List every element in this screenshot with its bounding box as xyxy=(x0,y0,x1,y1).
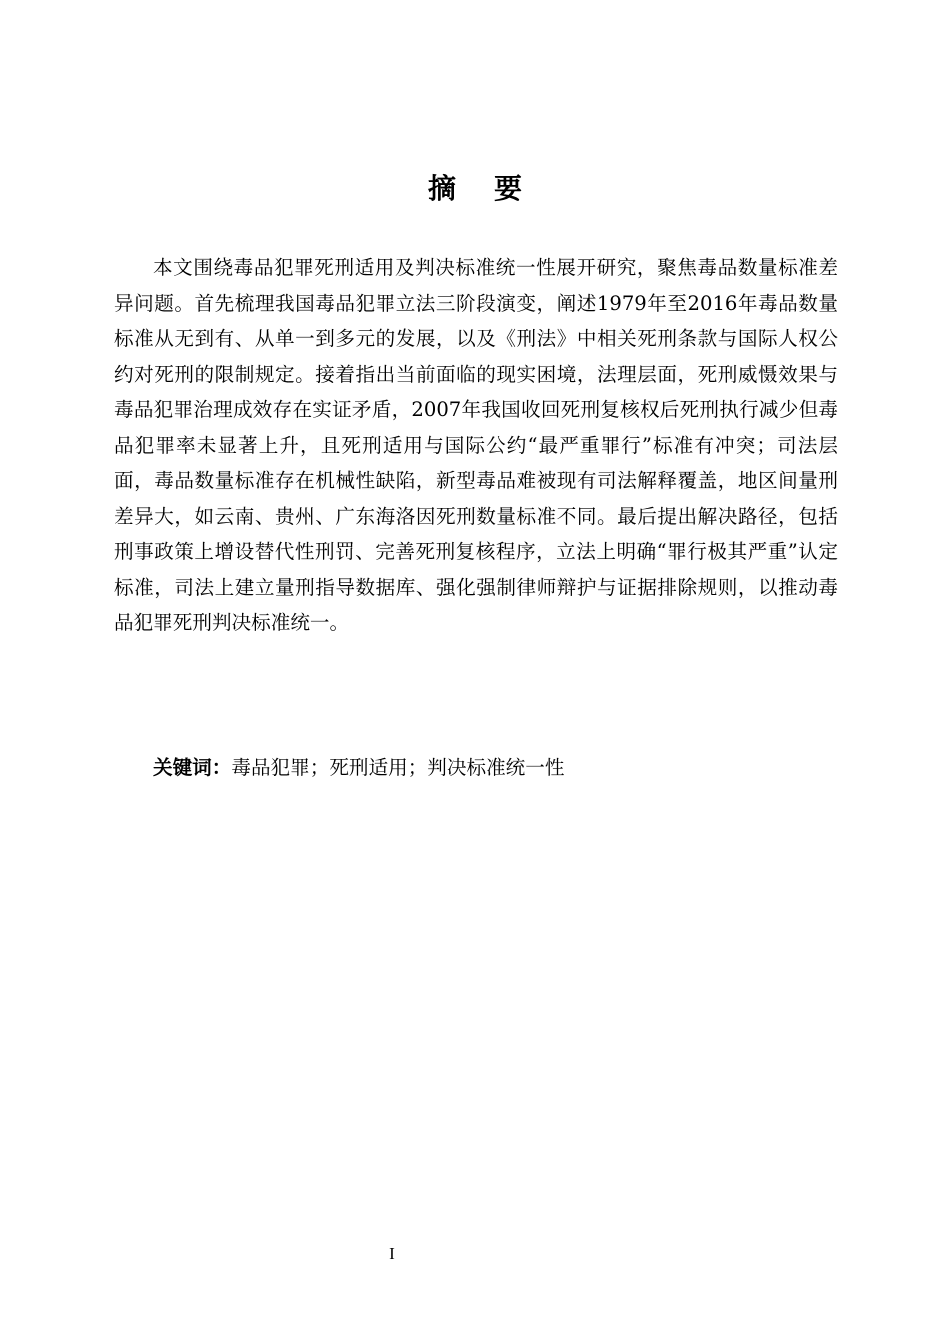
keywords-label: 关键词： xyxy=(153,756,232,779)
abstract-title: 摘要 xyxy=(427,171,560,205)
keywords-line xyxy=(153,753,833,783)
abstract-paragraph: 本文围绕毒品犯罪死刑适用及判决标准统一性展开研究，聚焦毒品数量标准差异问题。首先梳理我国毒品犯罪立法三阶段演变，阐述1979年至2016年毒品数量标准从无到有、从单一到多元的发展，以及《刑法》中相关死刑条款与国际人权公约对死刑的限制规定。接着指出当前面临的现实困境，法理层面，死刑威慑效果与毒品犯罪治理成效存在实证矛盾，2007年我国收回死刑复核权后死刑执行减少但毒品犯罪率未显著上升，且死刑适用与国际公约“最严重罪行”标准有冲突；司法层面，毒品数量标准存在机械性缺陷，新型毒品难被现有司法解释覆盖，地区间量刑差异大，如云南、贵州、广东海洛因死刑数量标准不同。最后提出解决路径，包括刑事政策上增设替代性刑罚、完善死刑复核程序，立法上明确“罪行极其严重”认定标准，司法上建立量刑指导数据库、强化强制律师辩护与证据排除规则，以推动毒品犯罪死刑判决标准统一。 xyxy=(114,256,838,634)
keywords-text: 毒品犯罪；死刑适用；判决标准统一性 xyxy=(231,756,565,779)
page-number: I xyxy=(389,1244,395,1263)
